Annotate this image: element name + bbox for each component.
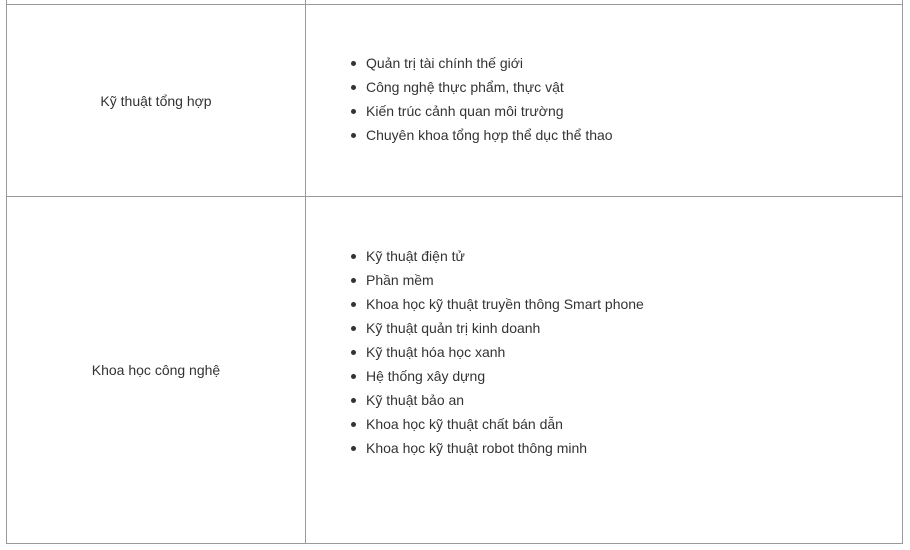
list-item-label: Phần mềm: [366, 272, 434, 288]
list-item: [366, 388, 902, 412]
majors-cell: [306, 197, 903, 544]
bullet-icon: [351, 350, 356, 355]
list-item-label: Kỹ thuật quản trị kinh doanh: [366, 320, 541, 336]
list-item: [366, 292, 902, 316]
bullet-icon: [351, 109, 356, 114]
list-item-label: Quản trị tài chính thế giới: [366, 54, 524, 71]
list-item-label: Chuyên khoa tổng hợp thể dục thể thao: [366, 126, 613, 143]
list-item: [366, 123, 902, 147]
list-item-label: Công nghệ thực phẩm, thực vật: [366, 78, 564, 95]
majors-cell: [306, 5, 903, 197]
majors-list: [306, 51, 902, 147]
list-item-label: Kiến trúc cảnh quan môi trường: [366, 102, 564, 119]
list-item-label: Kỹ thuật bảo an: [366, 392, 465, 408]
category-label: Kỹ thuật tổng hợp: [100, 92, 212, 109]
list-item: [366, 244, 902, 268]
table-row: [7, 5, 903, 197]
majors-table: [6, 0, 903, 544]
bullet-icon: [351, 446, 356, 451]
list-item: [366, 316, 902, 340]
category-label: Khoa học công nghệ: [91, 362, 221, 378]
category-cell: [7, 197, 306, 544]
list-item-label: Kỹ thuật điện tử: [366, 248, 465, 264]
list-item-label: Khoa học kỹ thuật truyền thông Smart phone: [366, 296, 644, 312]
bullet-icon: [351, 374, 356, 379]
bullet-icon: [351, 302, 356, 307]
list-item-label: Khoa học kỹ thuật chất bán dẫn: [366, 416, 563, 432]
list-item: [366, 412, 902, 436]
category-cell: [7, 5, 306, 197]
majors-list: [306, 244, 902, 460]
bullet-icon: [351, 326, 356, 331]
bullet-icon: [351, 254, 356, 259]
majors-table-container: [6, 0, 902, 544]
list-item: [366, 75, 902, 99]
list-item-label: Hệ thống xây dựng: [366, 368, 486, 384]
bullet-icon: [351, 61, 356, 66]
list-item: [366, 364, 902, 388]
bullet-icon: [351, 133, 356, 138]
list-item: [366, 436, 902, 460]
bullet-icon: [351, 398, 356, 403]
list-item: [366, 99, 902, 123]
list-item: [366, 51, 902, 75]
list-item: [366, 268, 902, 292]
bullet-icon: [351, 422, 356, 427]
list-item-label: Kỹ thuật hóa học xanh: [366, 344, 506, 360]
bullet-icon: [351, 85, 356, 90]
list-item: [366, 340, 902, 364]
table-row: [7, 197, 903, 544]
list-item-label: Khoa học kỹ thuật robot thông minh: [366, 440, 588, 456]
bullet-icon: [351, 278, 356, 283]
